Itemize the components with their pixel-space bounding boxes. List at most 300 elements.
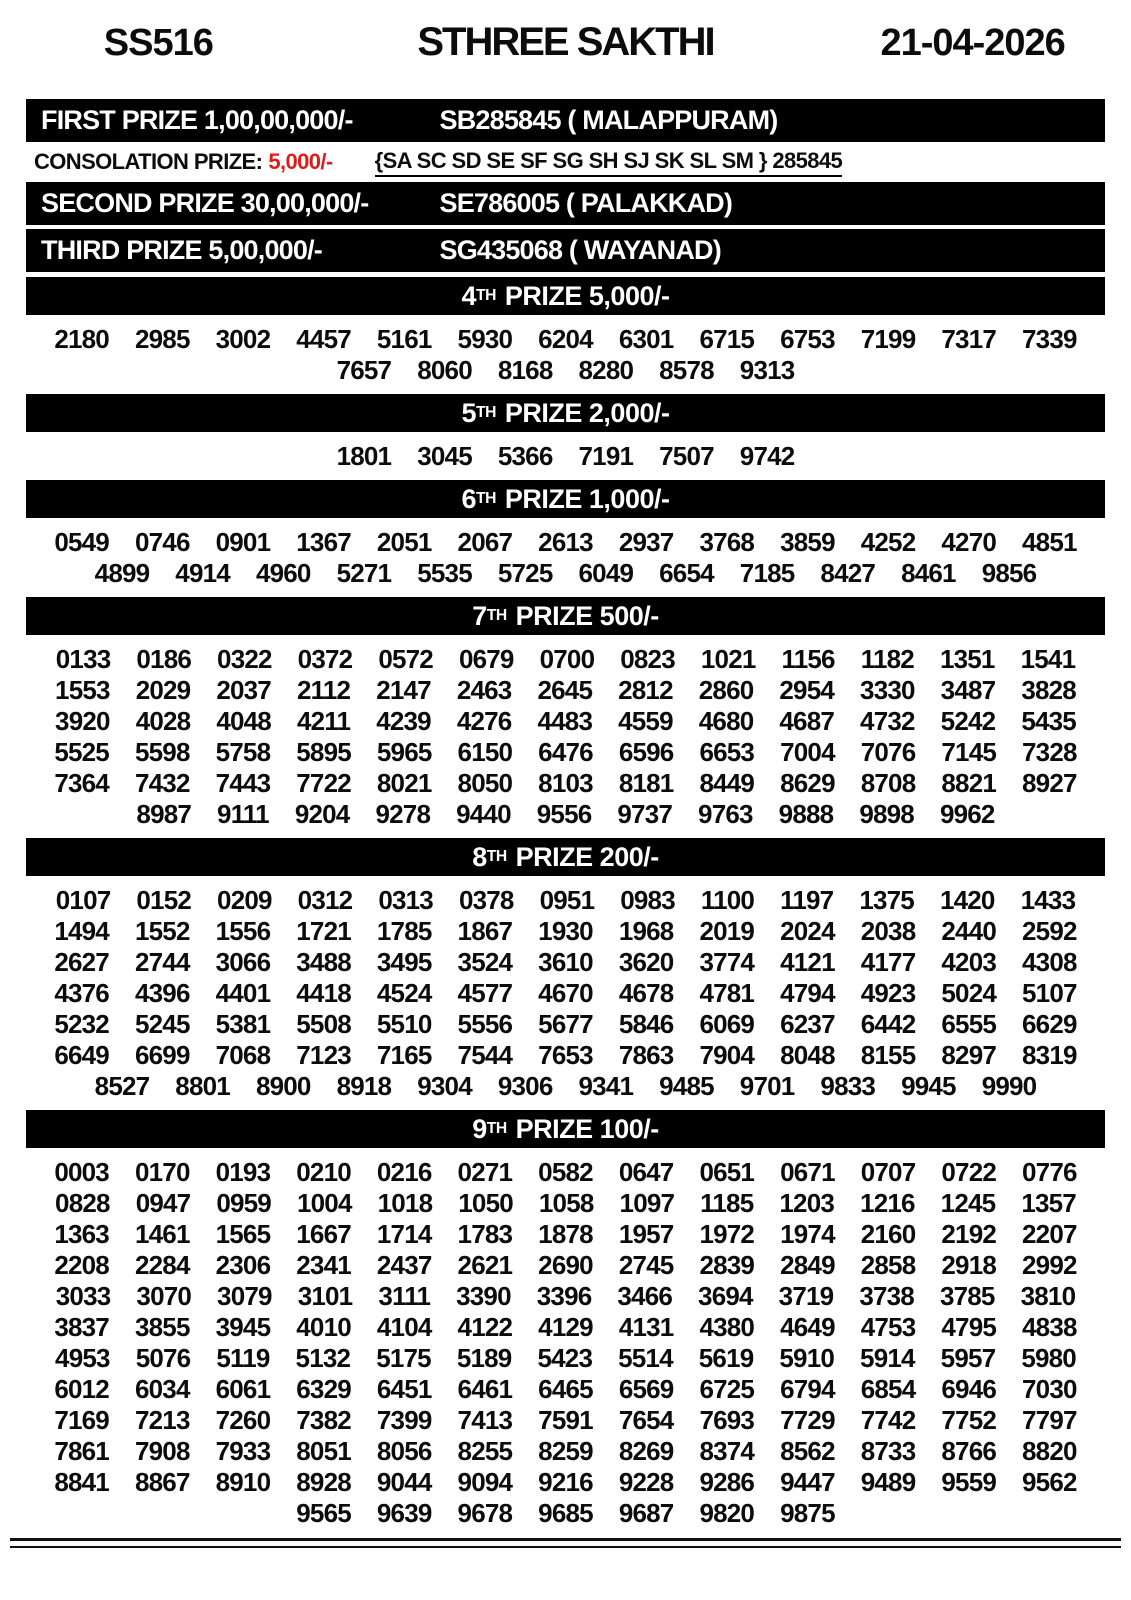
prize-number: 2992	[1022, 1250, 1077, 1280]
prize-number: 8021	[376, 768, 432, 798]
prize-number: 9044	[376, 1467, 432, 1497]
prize-number: 1156	[781, 644, 835, 674]
prize-number: 9204	[294, 799, 350, 829]
prize-number: 2613	[538, 527, 593, 557]
prize-number: 6725	[699, 1374, 755, 1404]
prize-number: 2745	[618, 1250, 674, 1280]
prize-number: 1357	[1021, 1188, 1076, 1218]
prize-number: 0647	[618, 1157, 674, 1187]
prize-number: 6654	[659, 558, 714, 588]
prize-number: 8269	[618, 1436, 674, 1466]
prize-number: 3101	[297, 1281, 353, 1311]
prize-number: 3079	[217, 1281, 272, 1311]
prize-number: 4781	[699, 978, 755, 1008]
prize-number: 2306	[215, 1250, 271, 1280]
prize-number: 7752	[941, 1405, 997, 1435]
prize-number: 4396	[134, 978, 190, 1008]
prize-number: 9685	[538, 1498, 593, 1528]
prize-number: 2437	[376, 1250, 432, 1280]
prize-number: 3488	[296, 947, 351, 977]
prize-number: 7004	[780, 737, 835, 767]
prize-sections	[0, 277, 1131, 1532]
prize-number: 0679	[458, 644, 514, 674]
second-prize-band	[26, 182, 1105, 225]
prize-number: 3810	[1020, 1281, 1076, 1311]
prize-number: 3828	[1021, 675, 1076, 705]
prize-number: 1553	[55, 675, 110, 705]
prize-number: 2985	[134, 324, 190, 354]
header	[0, 20, 1131, 65]
prize-number: 1021	[700, 644, 756, 674]
prize-number: 7933	[215, 1436, 271, 1466]
prize-number: 5366	[497, 441, 553, 471]
prize-number: 3070	[136, 1281, 192, 1311]
prize-section	[0, 838, 1131, 1105]
prize-amount-label: PRIZE 100/-	[508, 1113, 659, 1144]
prize-number: 9286	[699, 1467, 755, 1497]
prize-number: 0901	[215, 527, 271, 557]
number-row	[0, 916, 1131, 947]
prize-number: 9990	[981, 1071, 1037, 1101]
prize-number: 0170	[134, 1157, 190, 1187]
prize-number: 2954	[779, 675, 835, 705]
prize-number: 3738	[859, 1281, 914, 1311]
prize-number: 1968	[618, 916, 674, 946]
prize-number: 9485	[659, 1071, 714, 1101]
prize-number: 5598	[134, 737, 190, 767]
prize-number: 6946	[941, 1374, 997, 1404]
prize-section	[0, 394, 1131, 475]
prize-number: 0582	[538, 1157, 593, 1187]
prize-number: 5245	[134, 1009, 190, 1039]
prize-number: 0572	[378, 644, 433, 674]
prize-number: 0671	[780, 1157, 835, 1187]
prize-number: 5381	[215, 1009, 271, 1039]
number-row	[0, 1343, 1131, 1374]
first-prize-label: FIRST PRIZE 1,00,00,000/-	[41, 105, 353, 135]
prize-number: 4577	[457, 978, 513, 1008]
third-prize-winner: SG435068 ( WAYANAD)	[439, 235, 721, 265]
prize-number: 7165	[376, 1040, 432, 1070]
prize-number: 4276	[456, 706, 512, 736]
number-row	[0, 644, 1131, 675]
prize-number: 8820	[1022, 1436, 1077, 1466]
number-row	[0, 355, 1131, 386]
prize-number: 9962	[939, 799, 995, 829]
prize-amount-label: PRIZE 5,000/-	[497, 280, 670, 311]
third-prize-label: THIRD PRIZE 5,00,000/-	[41, 235, 322, 265]
prize-number: 5846	[618, 1009, 674, 1039]
prize-number: 4753	[860, 1312, 916, 1342]
prize-number: 7382	[296, 1405, 351, 1435]
prize-number: 6476	[538, 737, 593, 767]
prize-number: 4252	[860, 527, 916, 557]
prize-number: 4401	[215, 978, 271, 1008]
prize-number: 7432	[134, 768, 190, 798]
prize-number: 0133	[55, 644, 111, 674]
prize-number: 2038	[860, 916, 916, 946]
prize-number: 7693	[699, 1405, 755, 1435]
prize-number: 3524	[457, 947, 513, 977]
prize-number: 9565	[296, 1498, 351, 1528]
prize-number: 2037	[216, 675, 271, 705]
prize-number: 9833	[820, 1071, 876, 1101]
number-row	[0, 706, 1131, 737]
number-row	[0, 799, 1131, 830]
prize-number: 4680	[698, 706, 754, 736]
prize-number: 9440	[456, 799, 511, 829]
prize-number: 3774	[699, 947, 755, 977]
prize-number: 4129	[538, 1312, 593, 1342]
prize-number: 4524	[376, 978, 432, 1008]
prize-number: 1216	[860, 1188, 915, 1218]
prize-number: 1461	[134, 1219, 190, 1249]
prize-number: 7654	[618, 1405, 674, 1435]
number-row	[0, 768, 1131, 799]
prize-number: 5076	[135, 1343, 191, 1373]
prize-number: 1972	[699, 1219, 755, 1249]
prize-number: 4483	[537, 706, 593, 736]
prize-number: 1494	[54, 916, 109, 946]
prize-number: 4239	[376, 706, 431, 736]
prize-number: 3694	[698, 1281, 753, 1311]
prize-number: 2592	[1022, 916, 1077, 946]
prize-section-band: 8 TH PRIZE 200/-	[26, 838, 1105, 876]
prize-number: 6653	[699, 737, 755, 767]
prize-number: 8841	[54, 1467, 109, 1497]
prize-number: 8374	[699, 1436, 755, 1466]
prize-number: 0707	[860, 1157, 916, 1187]
prize-number: 9228	[618, 1467, 674, 1497]
prize-number: 4899	[94, 558, 150, 588]
prize-number: 8562	[780, 1436, 835, 1466]
prize-number: 4376	[54, 978, 109, 1008]
number-row	[0, 978, 1131, 1009]
prize-number: 1050	[458, 1188, 513, 1218]
prize-number: 7729	[780, 1405, 835, 1435]
prize-number: 2051	[376, 527, 432, 557]
prize-number: 3945	[215, 1312, 271, 1342]
consolation-series: {SA SC SD SE SF SG SH SJ SK SL SM } 285845	[375, 148, 843, 177]
prize-number: 8449	[699, 768, 755, 798]
prize-number: 5525	[54, 737, 109, 767]
prize-number: 2621	[457, 1250, 513, 1280]
prize-number: 3033	[55, 1281, 111, 1311]
number-row	[0, 947, 1131, 978]
prize-number: 4211	[296, 706, 351, 736]
number-row	[0, 1405, 1131, 1436]
prize-number: 3785	[939, 1281, 995, 1311]
prize-number: 5119	[216, 1343, 270, 1373]
prize-number: 5619	[698, 1343, 754, 1373]
number-row	[0, 1040, 1131, 1071]
first-prize-winner: SB285845 ( MALAPPURAM)	[439, 105, 778, 135]
prize-number: 5242	[940, 706, 996, 736]
prize-amount-label: PRIZE 1,000/-	[497, 483, 670, 514]
prize-rank: 5	[461, 397, 477, 428]
prize-number: 9888	[778, 799, 834, 829]
prize-section-band: 7 TH PRIZE 500/-	[26, 597, 1105, 635]
prize-number: 4851	[1022, 527, 1077, 557]
prize-number: 0186	[136, 644, 192, 674]
prize-number: 1420	[939, 885, 995, 915]
prize-number: 6150	[457, 737, 513, 767]
prize-number: 2160	[860, 1219, 916, 1249]
prize-number: 0372	[297, 644, 353, 674]
prize-number: 7904	[699, 1040, 755, 1070]
consolation-label: CONSOLATION PRIZE:	[34, 149, 263, 174]
prize-number: 7123	[296, 1040, 351, 1070]
prize-number: 0947	[135, 1188, 191, 1218]
prize-number: 6049	[578, 558, 634, 588]
prize-number: 9216	[538, 1467, 593, 1497]
prize-number: 0828	[55, 1188, 110, 1218]
prize-number: 0722	[941, 1157, 997, 1187]
prize-number: 8733	[860, 1436, 916, 1466]
prize-number: 6237	[780, 1009, 835, 1039]
prize-number: 7260	[215, 1405, 271, 1435]
prize-number: 9562	[1022, 1467, 1077, 1497]
prize-number: 2839	[699, 1250, 755, 1280]
prize-number: 4795	[941, 1312, 997, 1342]
prize-number: 4960	[255, 558, 311, 588]
prize-number: 2860	[698, 675, 754, 705]
prize-number: 8578	[659, 355, 714, 385]
prize-number: 8928	[296, 1467, 351, 1497]
prize-number: 3495	[376, 947, 432, 977]
third-prize-band	[26, 229, 1105, 272]
prize-number: 9678	[457, 1498, 513, 1528]
prize-number: 3002	[215, 324, 271, 354]
prize-number: 1867	[457, 916, 513, 946]
prize-number: 3837	[54, 1312, 109, 1342]
prize-rank: 8	[472, 841, 487, 872]
prize-number: 9687	[618, 1498, 674, 1528]
prize-number: 4104	[376, 1312, 432, 1342]
prize-number: 1100	[700, 885, 755, 915]
prize-number: 6753	[780, 324, 835, 354]
prize-number: 4649	[780, 1312, 835, 1342]
prize-number: 9898	[859, 799, 914, 829]
prize-section-band: 9 TH PRIZE 100/-	[26, 1110, 1105, 1148]
prize-amount-label: PRIZE 2,000/-	[497, 397, 670, 428]
number-row	[0, 1250, 1131, 1281]
number-row	[0, 1467, 1131, 1498]
prize-number: 2440	[941, 916, 997, 946]
prize-number: 1363	[54, 1219, 109, 1249]
prize-number: 5175	[376, 1343, 431, 1373]
prize-number: 6461	[457, 1374, 513, 1404]
draw-date: 21-04-2026	[880, 22, 1065, 64]
prize-number: 3855	[134, 1312, 190, 1342]
prize-number: 7169	[54, 1405, 109, 1435]
prize-number: 6794	[780, 1374, 835, 1404]
prize-number: 2627	[54, 947, 109, 977]
prize-number: 8280	[578, 355, 634, 385]
prize-number: 7507	[659, 441, 714, 471]
winning-numbers	[0, 320, 1131, 389]
prize-number: 0210	[296, 1157, 351, 1187]
prize-number: 7191	[578, 441, 634, 471]
prize-number: 4732	[860, 706, 915, 736]
prize-number: 9763	[698, 799, 753, 829]
prize-number: 5957	[940, 1343, 996, 1373]
prize-number: 8987	[136, 799, 192, 829]
prize-number: 1245	[940, 1188, 996, 1218]
prize-number: 5514	[618, 1343, 673, 1373]
prize-number: 1433	[1020, 885, 1076, 915]
prize-number: 0700	[539, 644, 595, 674]
prize-rank: 4	[461, 280, 477, 311]
prize-number: 1185	[700, 1188, 754, 1218]
number-row	[0, 675, 1131, 706]
winning-numbers	[0, 640, 1131, 833]
prize-number: 8056	[376, 1436, 432, 1466]
prize-number: 6596	[618, 737, 674, 767]
prize-number: 0312	[297, 885, 353, 915]
prize-number: 6629	[1022, 1009, 1077, 1039]
prize-number: 4131	[618, 1312, 674, 1342]
prize-number: 1930	[538, 916, 593, 946]
prize-number: 0823	[620, 644, 675, 674]
prize-number: 9094	[457, 1467, 513, 1497]
prize-number: 2019	[699, 916, 755, 946]
prize-number: 0271	[457, 1157, 513, 1187]
prize-number: 5510	[376, 1009, 432, 1039]
number-row	[0, 1219, 1131, 1250]
prize-number: 3620	[618, 947, 674, 977]
prize-number: 9278	[375, 799, 431, 829]
prize-number: 0152	[136, 885, 192, 915]
number-row	[0, 1188, 1131, 1219]
number-row	[0, 1312, 1131, 1343]
prize-number: 0322	[217, 644, 272, 674]
prize-number: 6854	[860, 1374, 916, 1404]
prize-number: 2918	[941, 1250, 997, 1280]
prize-number: 1541	[1020, 644, 1076, 674]
prize-number: 7145	[941, 737, 997, 767]
prize-number: 5435	[1021, 706, 1076, 736]
prize-number: 6301	[618, 324, 674, 354]
prize-number: 2067	[457, 527, 513, 557]
prize-number: 1351	[939, 644, 995, 674]
prize-number: 3920	[55, 706, 110, 736]
prize-number: 6034	[134, 1374, 190, 1404]
prize-number: 7722	[296, 768, 351, 798]
number-row	[0, 1071, 1131, 1102]
prize-number: 2147	[376, 675, 431, 705]
prize-number: 8259	[538, 1436, 593, 1466]
prize-number: 7399	[376, 1405, 432, 1435]
prize-number: 7591	[538, 1405, 593, 1435]
prize-number: 9820	[699, 1498, 755, 1528]
prize-number: 1367	[296, 527, 351, 557]
prize-number: 8867	[134, 1467, 190, 1497]
prize-number: 3396	[536, 1281, 592, 1311]
prize-number: 0651	[699, 1157, 755, 1187]
prize-number: 8527	[94, 1071, 150, 1101]
prize-section-band: 6 TH PRIZE 1,000/-	[26, 480, 1105, 518]
prize-number: 5423	[537, 1343, 593, 1373]
prize-number: 9111	[217, 799, 269, 829]
prize-number: 0776	[1022, 1157, 1077, 1187]
prize-number: 8766	[941, 1436, 997, 1466]
prize-number: 7657	[336, 355, 392, 385]
prize-number: 2690	[538, 1250, 593, 1280]
prize-number: 1565	[215, 1219, 271, 1249]
prize-number: 5930	[457, 324, 513, 354]
prize-number: 6699	[134, 1040, 190, 1070]
consolation-amount: 5,000/-	[268, 149, 333, 174]
number-row	[0, 527, 1131, 558]
prize-number: 4794	[780, 978, 835, 1008]
prize-number: 5677	[538, 1009, 593, 1039]
prize-section	[0, 1110, 1131, 1532]
prize-number: 9701	[739, 1071, 795, 1101]
prize-number: 4670	[538, 978, 593, 1008]
prize-rank: 7	[472, 600, 487, 631]
prize-number: 6442	[860, 1009, 916, 1039]
prize-number: 4914	[175, 558, 230, 588]
prize-number: 3466	[617, 1281, 673, 1311]
prize-number: 4678	[618, 978, 674, 1008]
prize-number: 7861	[54, 1436, 109, 1466]
prize-number: 1556	[215, 916, 271, 946]
prize-number: 7413	[457, 1405, 513, 1435]
prize-number: 8255	[457, 1436, 513, 1466]
prize-section	[0, 597, 1131, 833]
prize-number: 6555	[941, 1009, 997, 1039]
prize-number: 2024	[780, 916, 835, 946]
prize-number: 8319	[1022, 1040, 1077, 1070]
prize-number: 7653	[538, 1040, 593, 1070]
prize-number: 0003	[54, 1157, 109, 1187]
prize-number: 1004	[296, 1188, 352, 1218]
prize-number: 6204	[538, 324, 593, 354]
prize-number: 0746	[134, 527, 190, 557]
winning-numbers	[0, 437, 1131, 475]
prize-number: 8155	[860, 1040, 916, 1070]
winning-numbers	[0, 881, 1131, 1105]
prize-number: 9945	[901, 1071, 956, 1101]
draw-code: SS516	[103, 22, 213, 64]
prize-number: 4270	[941, 527, 997, 557]
prize-number: 3610	[538, 947, 593, 977]
prize-number: 7908	[134, 1436, 190, 1466]
prize-number: 1375	[859, 885, 914, 915]
prize-number: 7185	[739, 558, 795, 588]
prize-number: 0107	[55, 885, 111, 915]
prize-amount-label: PRIZE 500/-	[508, 600, 659, 631]
number-row	[0, 1374, 1131, 1405]
prize-number: 1203	[779, 1188, 835, 1218]
number-row	[0, 885, 1131, 916]
prize-number: 8297	[941, 1040, 997, 1070]
prize-number: 7328	[1022, 737, 1077, 767]
winning-numbers	[0, 1153, 1131, 1532]
prize-number: 5508	[296, 1009, 351, 1039]
prize-number: 8801	[175, 1071, 230, 1101]
prize-number: 4953	[55, 1343, 110, 1373]
prize-number: 1182	[860, 644, 914, 674]
number-row	[0, 1009, 1131, 1040]
prize-number: 1018	[377, 1188, 433, 1218]
prize-number: 2029	[135, 675, 191, 705]
prize-number: 9737	[617, 799, 673, 829]
prize-number: 4923	[860, 978, 916, 1008]
prize-number: 8461	[901, 558, 956, 588]
prize-number: 3045	[417, 441, 472, 471]
